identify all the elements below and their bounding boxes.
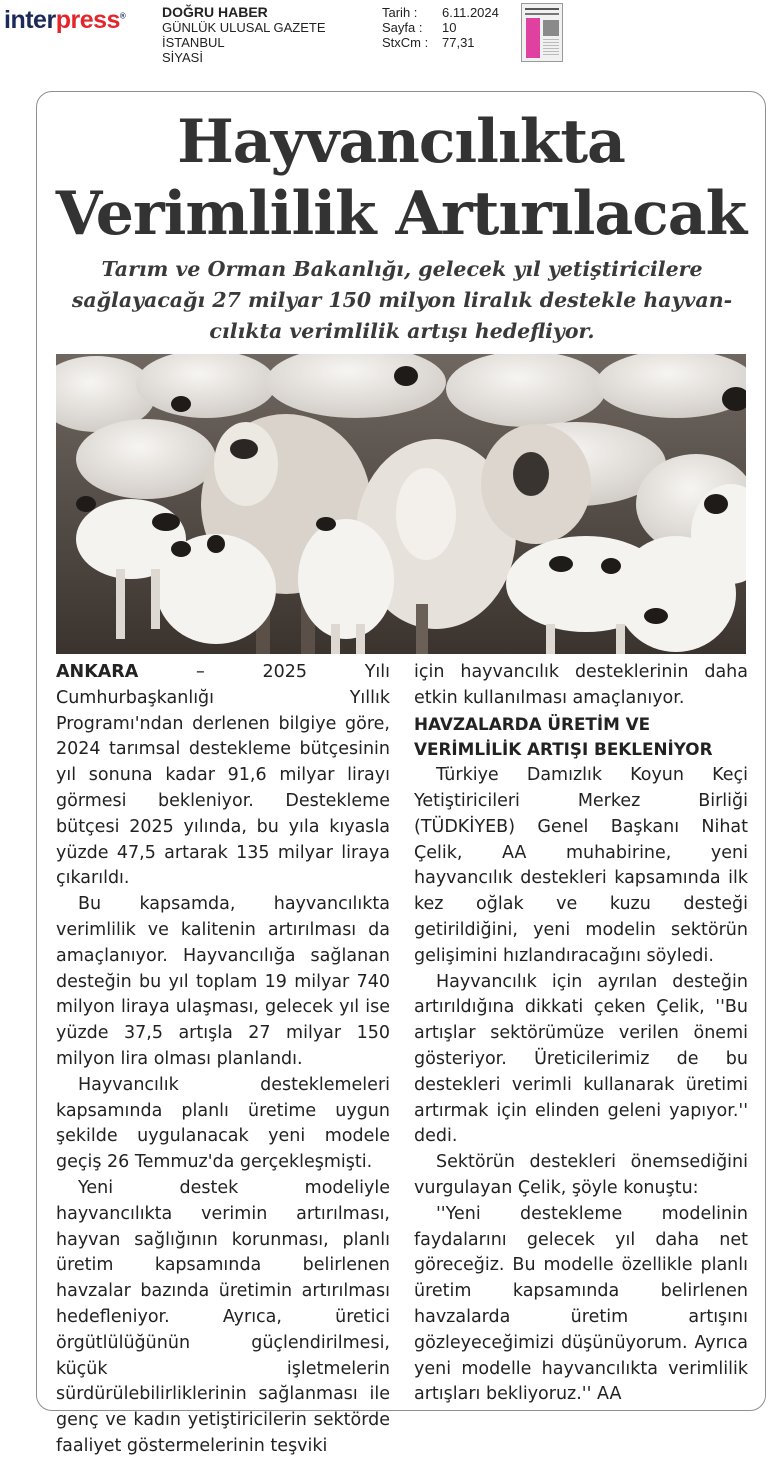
paragraph-8: ''Yeni destekleme modelinin faydalarını gelecek yıl daha net göreceğiz. Bu modelle özellikle planlı üretim kapsamında belirlenen havzalarda üretim artışını gözleyeceğimizi düşünüyorum. Ayrıca yeni modelle hayvancılıkta verimlilik artışları bekliyoruz.'' AA [414,1203,748,1405]
publication-category: SİYASİ [162,50,203,65]
body-column-2 [414,660,748,1408]
stxcm-row [382,35,499,50]
deck-line-3: cılıkta verimlilik artışı hedefliyor. [209,319,595,343]
page-value: 10 [442,20,457,35]
paragraph-4-continued: için hayvancılık desteklerinin daha etkin kullanılması amaçlanıyor. [414,662,748,708]
sheep-flock-photo [56,354,746,654]
paragraph-1-text: – 2025 Yılı Cumhurbaşkanlığı Yıllık Programı'ndan derlenen bilgiye göre, 2024 tarımsal destekleme bütçesinin yıl sonuna kadar 91,6 milyar lirayı görmesi bekleniyor. Destekleme bütçesi 2025 yılında, bu yıla kıyasla yüzde 47,5 artarak 135 milyar liraya çıkarıldı. [56,662,390,889]
paragraph-6: Hayvancılık için ayrılan desteğin artırıldığına dikkati çeken Çelik, ''Bu artışlar sektörümüze verilen önemi gösteriyor. Üreticilerimiz de bu destekleri verimli kullanarak üretimi artırmak için elinden geleni yapıyor.'' dedi. [414,971,748,1147]
publication-type: GÜNLÜK ULUSAL GAZETE [162,20,326,35]
headline-line-1: Hayvancılıkta [177,107,625,177]
sheep-illustration [56,354,746,654]
date-row [382,5,499,20]
dateline: ANKARA [56,662,139,682]
paragraph-7: Sektörün destekleri önemsediğini vurgulayan Çelik, şöyle konuştu: [414,1152,748,1198]
publication-info [162,5,326,65]
logo-part2: press [55,6,120,34]
deck-line-1: Tarım ve Orman Bakanlığı, gelecek yıl yetiştiricilere [101,257,703,281]
paragraph-3: Hayvancılık desteklemeleri kapsamında planlı üretime uygun şekilde uygulanacak yeni modele geçiş 26 Temmuz'da gerçekleşmişti. [56,1074,390,1173]
paragraph-2: Bu kapsamda, hayvancılıkta verimlilik ve kalitenin artırılması da amaçlanıyor. Hayvancılığa sağlanan desteğin bu yıl toplam 19 milyar 740 milyon liraya ulaşması, gelecek yıl ise yüzde 37,5 artışla 27 milyar 150 milyon lira olması planlandı. [56,894,390,1069]
page-label: Sayfa : [382,20,423,35]
paragraph-4: Yeni destek modeliyle hayvancılıkta verimin artırılması, hayvan sağlığının korunması, planlı üretim kapsamında belirlenen havzalar bazında üretimin artırılması hedefleniyor. Ayrıca, üretici örgütlülüğünün güçlendirilmesi, küçük işletmelerin sürdürülebilirliklerinin sağlanması ile genç ve kadın yetiştiricilerin sektörde faaliyet göstermelerinin teşviki [56,1177,390,1456]
subheading-line-1: HAVZALARDA ÜRETİM VE [414,713,651,734]
paragraph-1 [56,660,390,892]
interpress-logo [4,6,125,35]
headline-line-2: Verimlilik Artırılacak [55,179,747,249]
page-row [382,20,499,35]
publication-city: İSTANBUL [162,35,225,50]
registered-mark: ® [119,11,126,21]
date-value: 6.11.2024 [442,5,499,20]
stxcm-value: 77,31 [442,35,475,50]
body-column-1 [56,660,390,1460]
publication-name: DOĞRU HABER [162,4,268,20]
subheading-line-2: VERİMLİLİK ARTIŞI BEKLENİYOR [414,739,713,760]
deck-line-2: sağlayacağı 27 milyar 150 milyon liralık destekle hayvan- [71,288,733,312]
page-thumbnail[interactable] [521,3,563,62]
clipping-meta [382,5,499,50]
paragraph-5: Türkiye Damızlık Koyun Keçi Yetiştiricileri Merkez Birliği (TÜDKİYEB) Genel Başkanı Nihat Çelik, AA muhabirine, yeni hayvancılık destekleri kapsamında ilk kez oğlak ve kuzu desteği getirildiğini, yeni modelin sektörün gelişimini hızlandıracağını söyledi. [414,765,748,966]
logo-part1: inter [4,6,56,34]
stxcm-label: StxCm : [382,35,429,50]
date-label: Tarih : [382,5,418,20]
